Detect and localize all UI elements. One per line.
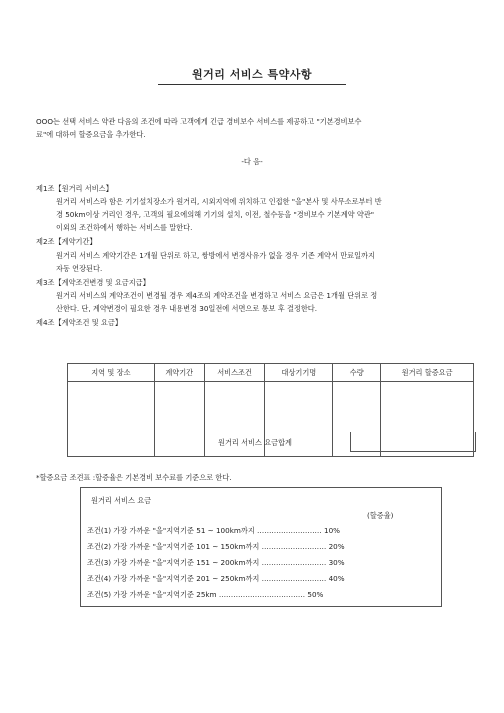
article-3-heading: 제3조【계약조건변경 및 요금지급】 [36,278,150,287]
title-underline [158,84,346,85]
table-header-row [68,364,474,382]
table-header-cell: 원거리 할증요금 [381,364,474,382]
rate-row: 조건(3) 가장 가까운 "을"지역기준 151 ~ 200km까지 ……………………… 30% [87,558,345,567]
table-cell [154,382,204,457]
article-1-line: 경 50km이상 거리인 경우, 고객의 필요에의해 기기의 설치, 이전, 철수등을 "경비보수 기본계약 약관" [56,210,375,219]
table-header-cell: 서비스조건 [204,364,265,382]
rate-box-title: 원거리 서비스 요금 [91,496,152,505]
rate-note: *할증요금 조견표 :할증율은 기본경비 보수료를 기준으로 한다. [36,473,232,482]
article-3-line: 산한다. 단, 계약변경이 필요한 경우 내용변경 30일전에 서면으로 통보 후 결정한다. [56,304,318,313]
rate-row: 조건(5) 가장 가까운 "을"지역기준 25km ……………………………… 50% [87,590,324,599]
table-cell [68,382,155,457]
article-2-line: 자동 연장된다. [56,264,103,273]
article-1-line: 이외의 조건하에서 행하는 서비스를 말한다. [56,223,193,232]
article-2-line: 원거리 서비스 계약기간은 1개월 단위로 하고, 쌍방에서 변경사유가 없을 경우 기존 계약서 만료일까지 [56,251,375,260]
table-total-cell [350,432,476,452]
rate-box-unit: (할증율) [367,511,394,520]
article-4-heading: 제4조【계약조건 및 요금】 [36,318,123,327]
table-header-cell: 지역 및 장소 [68,364,155,382]
article-2-heading: 제2조【계약기간】 [36,237,97,246]
rate-row: 조건(1) 가장 가까운 "을"지역기준 51 ~ 100km까지 ……………………… 10% [87,526,340,535]
intro-line-1: OOO는 선택 서비스 약관 다음의 조건에 따라 고객에게 긴급 경비보수 서비스를 제공하고 "기본경비보수 [36,117,362,126]
separator: -다 음- [241,157,263,166]
rate-row: 조건(2) 가장 가까운 "을"지역기준 101 ~ 150km까지 ……………………… 20% [87,542,345,551]
table-header-cell: 수량 [333,364,381,382]
article-3-line: 원거리 서비스의 계약조건이 변경될 경우 제4조의 계약조건을 변경하고 서비스 요금은 1개월 단위로 정 [56,291,378,300]
table-header-cell: 계약기간 [154,364,204,382]
article-1-line: 원거리 서비스라 함은 기기설치장소가 원거리, 시외지역에 위치하고 인접한 "을"본사 및 사무소로부터 반 [56,197,382,206]
rate-box [80,487,442,607]
document-title: 원거리 서비스 특약사항 [192,68,312,81]
intro-line-2: 료"에 대하여 할증요금을 추가한다. [36,130,146,139]
table-total-label: 원거리 서비스 요금합계 [218,438,293,447]
table-header-cell: 대상기기명 [265,364,333,382]
rate-row: 조건(4) 가장 가까운 "을"지역기준 201 ~ 250km까지 ……………………… 40% [87,574,345,583]
article-1-heading: 제1조【원거리 서비스】 [36,184,113,193]
